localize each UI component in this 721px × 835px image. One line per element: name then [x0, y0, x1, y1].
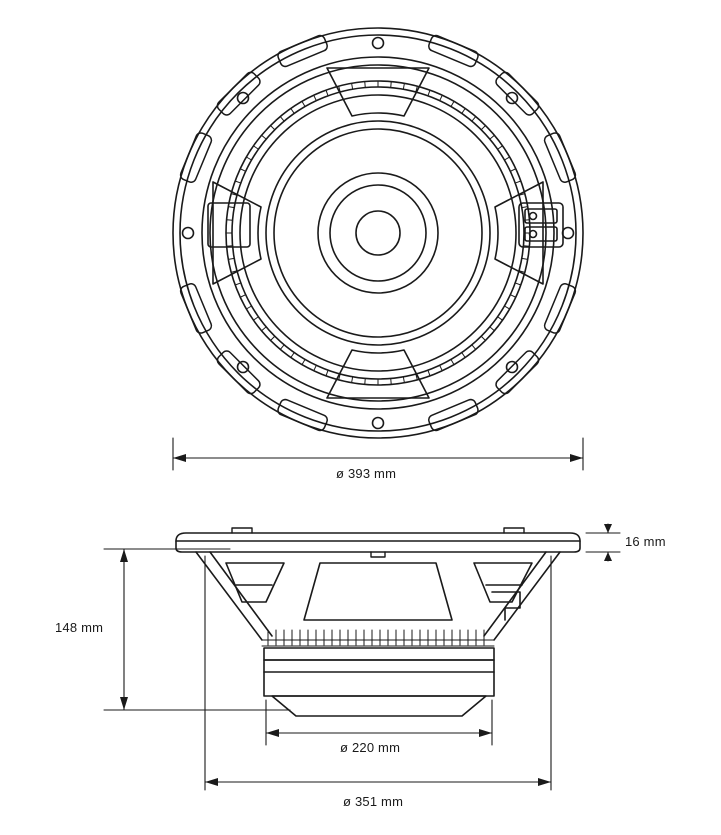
cone-ring-2 [274, 129, 482, 337]
dimension-label-mounting-depth: 16 mm [625, 534, 666, 549]
screw-holes [183, 38, 574, 429]
frame-label-pad [208, 203, 250, 247]
dustcap-center [356, 211, 400, 255]
flange-plate [176, 533, 580, 552]
dustcap-inner [330, 185, 426, 281]
basket-spokes [213, 68, 543, 398]
side-view-group [176, 528, 580, 716]
terminal-block [519, 203, 563, 247]
dustcap-outer [318, 173, 438, 293]
basket-wall-right [494, 552, 560, 640]
basket-wall-left-inner [210, 552, 272, 636]
magnet-assembly [264, 648, 494, 716]
front-view-group [173, 28, 583, 438]
surround-ring [232, 87, 524, 379]
basket-wall-right-inner [484, 552, 546, 636]
dimension-label-cutout-diameter: ø 351 mm [343, 794, 404, 809]
side-corrugation [262, 630, 494, 646]
dimension-label-total-height: 148 mm [55, 620, 104, 635]
surround-corrugation [226, 81, 530, 385]
cone-ring-1 [266, 121, 490, 345]
frame-outer-circle [173, 28, 583, 438]
frame-ring-inner [210, 65, 546, 401]
cone-section [226, 563, 532, 620]
dimension-label-magnet-diameter: ø 220 mm [340, 740, 401, 755]
cone-outer [240, 95, 516, 371]
dimension-label-outer-diameter: ø 393 mm [336, 466, 397, 481]
frame-ring-outer [202, 57, 554, 409]
dimension-220 [266, 700, 492, 745]
basket-wall-left [196, 552, 262, 640]
dimension-16 [586, 524, 620, 561]
dimension-148 [104, 549, 290, 710]
